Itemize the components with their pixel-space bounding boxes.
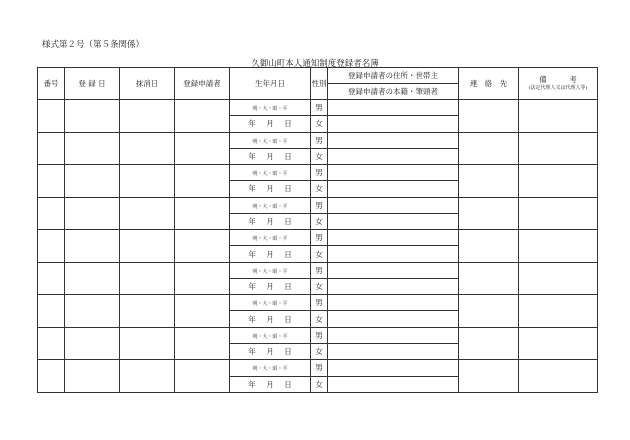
cell-remarks[interactable] bbox=[519, 230, 598, 263]
cell-birth-era[interactable] bbox=[230, 295, 311, 311]
cell-registration-date[interactable] bbox=[65, 100, 120, 133]
cell-applicant[interactable] bbox=[175, 295, 230, 328]
cell-remarks[interactable] bbox=[519, 100, 598, 133]
day-label: 日 bbox=[284, 151, 292, 161]
header-applicant: 登録申請者 bbox=[175, 68, 230, 100]
cell-registration-date[interactable] bbox=[65, 295, 120, 328]
cell-birth-ymd[interactable] bbox=[230, 278, 311, 294]
cell-address-householder[interactable] bbox=[328, 262, 459, 278]
cell-birth-ymd[interactable] bbox=[230, 343, 311, 359]
register-row bbox=[38, 230, 598, 246]
day-label: 日 bbox=[284, 314, 292, 324]
year-label: 年 bbox=[248, 314, 256, 324]
era-options: 明・大・昭・平 bbox=[252, 366, 288, 373]
register-row bbox=[38, 262, 598, 278]
cell-birth-era[interactable] bbox=[230, 262, 311, 278]
cell-sex-male[interactable] bbox=[311, 165, 328, 181]
day-label: 日 bbox=[284, 347, 292, 357]
cell-contact[interactable] bbox=[459, 327, 519, 360]
cell-sex-male[interactable] bbox=[311, 262, 328, 278]
female-option: 女 bbox=[315, 379, 323, 389]
cell-sex-female[interactable] bbox=[311, 181, 328, 197]
cell-remarks[interactable] bbox=[519, 165, 598, 198]
cell-birth-era[interactable] bbox=[230, 165, 311, 181]
register-row bbox=[38, 165, 598, 181]
cell-deletion-date[interactable] bbox=[120, 327, 175, 360]
header-birth-date: 生年月日 bbox=[230, 68, 311, 100]
year-label: 年 bbox=[248, 151, 256, 161]
cell-deletion-date[interactable] bbox=[120, 100, 175, 133]
registry-table bbox=[37, 67, 598, 393]
cell-applicant[interactable] bbox=[175, 197, 230, 230]
female-option: 女 bbox=[315, 184, 323, 194]
header-domicile-head: 登録申請者の本籍・筆頭者 bbox=[328, 84, 459, 100]
cell-sex-female[interactable] bbox=[311, 343, 328, 359]
cell-sex-female[interactable] bbox=[311, 116, 328, 132]
male-option: 男 bbox=[315, 363, 323, 373]
registry-body bbox=[38, 100, 598, 393]
header-contact: 連 絡 先 bbox=[459, 68, 519, 100]
female-option: 女 bbox=[315, 282, 323, 292]
cell-sex-male[interactable] bbox=[311, 132, 328, 148]
cell-birth-ymd[interactable] bbox=[230, 116, 311, 132]
cell-number[interactable] bbox=[38, 327, 65, 360]
cell-remarks[interactable] bbox=[519, 295, 598, 328]
cell-birth-era[interactable] bbox=[230, 132, 311, 148]
document-title: 久御山町本人通知制度登録者名簿 bbox=[251, 59, 379, 69]
era-options: 明・大・昭・平 bbox=[252, 301, 288, 308]
cell-deletion-date[interactable] bbox=[120, 262, 175, 295]
month-label: 月 bbox=[266, 347, 274, 357]
cell-contact[interactable] bbox=[459, 295, 519, 328]
cell-birth-era[interactable] bbox=[230, 360, 311, 376]
month-label: 月 bbox=[266, 151, 274, 161]
female-option: 女 bbox=[315, 151, 323, 161]
cell-applicant[interactable] bbox=[175, 230, 230, 263]
cell-domicile-head[interactable] bbox=[328, 311, 459, 327]
cell-sex-male[interactable] bbox=[311, 327, 328, 343]
cell-number[interactable] bbox=[38, 132, 65, 165]
male-option: 男 bbox=[315, 265, 323, 275]
cell-birth-ymd[interactable] bbox=[230, 311, 311, 327]
cell-applicant[interactable] bbox=[175, 262, 230, 295]
cell-domicile-head[interactable] bbox=[328, 278, 459, 294]
female-option: 女 bbox=[315, 119, 323, 129]
year-label: 年 bbox=[248, 184, 256, 194]
cell-applicant[interactable] bbox=[175, 100, 230, 133]
day-label: 日 bbox=[284, 216, 292, 226]
female-option: 女 bbox=[315, 347, 323, 357]
cell-sex-female[interactable] bbox=[311, 311, 328, 327]
cell-address-householder[interactable] bbox=[328, 100, 459, 116]
era-options: 明・大・昭・平 bbox=[252, 333, 288, 340]
day-label: 日 bbox=[284, 379, 292, 389]
cell-birth-ymd[interactable] bbox=[230, 181, 311, 197]
cell-applicant[interactable] bbox=[175, 165, 230, 198]
cell-deletion-date[interactable] bbox=[120, 197, 175, 230]
header-deletion-date: 抹消日 bbox=[120, 68, 175, 100]
cell-domicile-head[interactable] bbox=[328, 376, 459, 392]
month-label: 月 bbox=[266, 184, 274, 194]
day-label: 日 bbox=[284, 119, 292, 129]
cell-domicile-head[interactable] bbox=[328, 213, 459, 229]
header-sex: 性別 bbox=[311, 68, 328, 100]
header-registration-date: 登 録 日 bbox=[65, 68, 120, 100]
male-option: 男 bbox=[315, 168, 323, 178]
cell-registration-date[interactable] bbox=[65, 165, 120, 198]
cell-contact[interactable] bbox=[459, 230, 519, 263]
register-row bbox=[38, 197, 598, 213]
cell-number[interactable] bbox=[38, 230, 65, 263]
cell-number[interactable] bbox=[38, 165, 65, 198]
cell-number[interactable] bbox=[38, 197, 65, 230]
cell-address-householder[interactable] bbox=[328, 327, 459, 343]
cell-birth-ymd[interactable] bbox=[230, 148, 311, 164]
era-options: 明・大・昭・平 bbox=[252, 106, 288, 113]
cell-address-householder[interactable] bbox=[328, 197, 459, 213]
cell-domicile-head[interactable] bbox=[328, 148, 459, 164]
male-option: 男 bbox=[315, 298, 323, 308]
register-row bbox=[38, 100, 598, 116]
male-option: 男 bbox=[315, 330, 323, 340]
cell-sex-male[interactable] bbox=[311, 197, 328, 213]
cell-contact[interactable] bbox=[459, 262, 519, 295]
cell-birth-era[interactable] bbox=[230, 327, 311, 343]
header-remarks bbox=[519, 68, 598, 100]
cell-deletion-date[interactable] bbox=[120, 132, 175, 165]
male-option: 男 bbox=[315, 233, 323, 243]
cell-applicant[interactable] bbox=[175, 327, 230, 360]
register-row bbox=[38, 360, 598, 376]
day-label: 日 bbox=[284, 184, 292, 194]
cell-registration-date[interactable] bbox=[65, 197, 120, 230]
cell-domicile-head[interactable] bbox=[328, 116, 459, 132]
male-option: 男 bbox=[315, 135, 323, 145]
day-label: 日 bbox=[284, 249, 292, 259]
cell-sex-female[interactable] bbox=[311, 213, 328, 229]
female-option: 女 bbox=[315, 249, 323, 259]
cell-birth-era[interactable] bbox=[230, 230, 311, 246]
cell-number[interactable] bbox=[38, 262, 65, 295]
month-label: 月 bbox=[266, 379, 274, 389]
cell-number[interactable] bbox=[38, 360, 65, 393]
cell-sex-male[interactable] bbox=[311, 230, 328, 246]
cell-sex-female[interactable] bbox=[311, 148, 328, 164]
day-label: 日 bbox=[284, 282, 292, 292]
year-label: 年 bbox=[248, 249, 256, 259]
cell-birth-ymd[interactable] bbox=[230, 213, 311, 229]
cell-applicant[interactable] bbox=[175, 360, 230, 393]
cell-sex-female[interactable] bbox=[311, 278, 328, 294]
year-label: 年 bbox=[248, 216, 256, 226]
era-options: 明・大・昭・平 bbox=[252, 138, 288, 145]
remarks-label: 備 考 bbox=[539, 75, 577, 85]
cell-birth-era[interactable] bbox=[230, 100, 311, 116]
female-option: 女 bbox=[315, 216, 323, 226]
cell-remarks[interactable] bbox=[519, 132, 598, 165]
era-options: 明・大・昭・平 bbox=[252, 268, 288, 275]
era-options: 明・大・昭・平 bbox=[252, 236, 288, 243]
cell-registration-date[interactable] bbox=[65, 360, 120, 393]
male-option: 男 bbox=[315, 103, 323, 113]
form-label: 様式第２号（第５条関係） bbox=[42, 40, 145, 50]
cell-registration-date[interactable] bbox=[65, 262, 120, 295]
year-label: 年 bbox=[248, 347, 256, 357]
era-options: 明・大・昭・平 bbox=[252, 171, 288, 178]
year-label: 年 bbox=[248, 119, 256, 129]
cell-deletion-date[interactable] bbox=[120, 230, 175, 263]
cell-address-householder[interactable] bbox=[328, 165, 459, 181]
month-label: 月 bbox=[266, 314, 274, 324]
cell-address-householder[interactable] bbox=[328, 295, 459, 311]
female-option: 女 bbox=[315, 314, 323, 324]
remarks-note: (法定代理人又は代理人等) bbox=[528, 85, 588, 92]
cell-sex-female[interactable] bbox=[311, 376, 328, 392]
cell-registration-date[interactable] bbox=[65, 327, 120, 360]
cell-address-householder[interactable] bbox=[328, 230, 459, 246]
cell-remarks[interactable] bbox=[519, 262, 598, 295]
cell-registration-date[interactable] bbox=[65, 132, 120, 165]
cell-domicile-head[interactable] bbox=[328, 181, 459, 197]
cell-contact[interactable] bbox=[459, 197, 519, 230]
cell-sex-female[interactable] bbox=[311, 246, 328, 262]
cell-contact[interactable] bbox=[459, 132, 519, 165]
cell-contact[interactable] bbox=[459, 100, 519, 133]
cell-birth-ymd[interactable] bbox=[230, 246, 311, 262]
cell-contact[interactable] bbox=[459, 360, 519, 393]
year-label: 年 bbox=[248, 282, 256, 292]
cell-domicile-head[interactable] bbox=[328, 343, 459, 359]
register-row bbox=[38, 295, 598, 311]
cell-remarks[interactable] bbox=[519, 360, 598, 393]
register-row bbox=[38, 327, 598, 343]
cell-registration-date[interactable] bbox=[65, 230, 120, 263]
cell-contact[interactable] bbox=[459, 165, 519, 198]
month-label: 月 bbox=[266, 282, 274, 292]
cell-sex-male[interactable] bbox=[311, 360, 328, 376]
month-label: 月 bbox=[266, 249, 274, 259]
cell-address-householder[interactable] bbox=[328, 132, 459, 148]
cell-domicile-head[interactable] bbox=[328, 246, 459, 262]
cell-address-householder[interactable] bbox=[328, 360, 459, 376]
cell-remarks[interactable] bbox=[519, 327, 598, 360]
cell-deletion-date[interactable] bbox=[120, 165, 175, 198]
cell-number[interactable] bbox=[38, 295, 65, 328]
cell-sex-male[interactable] bbox=[311, 295, 328, 311]
register-row bbox=[38, 132, 598, 148]
month-label: 月 bbox=[266, 216, 274, 226]
cell-applicant[interactable] bbox=[175, 132, 230, 165]
month-label: 月 bbox=[266, 119, 274, 129]
cell-number[interactable] bbox=[38, 100, 65, 133]
year-label: 年 bbox=[248, 379, 256, 389]
cell-remarks[interactable] bbox=[519, 197, 598, 230]
cell-deletion-date[interactable] bbox=[120, 360, 175, 393]
header-number: 番号 bbox=[38, 68, 65, 100]
cell-birth-era[interactable] bbox=[230, 197, 311, 213]
cell-sex-male[interactable] bbox=[311, 100, 328, 116]
header-address-householder: 登録申請者の住所・世帯主 bbox=[328, 68, 459, 84]
male-option: 男 bbox=[315, 200, 323, 210]
era-options: 明・大・昭・平 bbox=[252, 203, 288, 210]
cell-birth-ymd[interactable] bbox=[230, 376, 311, 392]
cell-deletion-date[interactable] bbox=[120, 295, 175, 328]
